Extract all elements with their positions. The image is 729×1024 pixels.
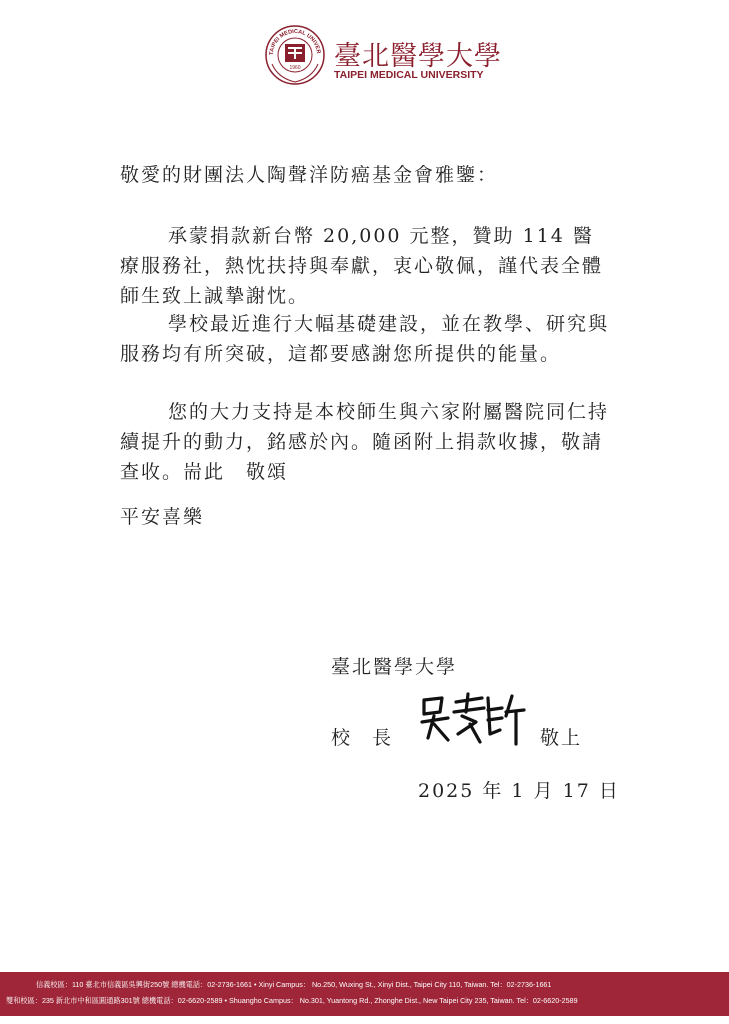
- footer-shuangho-campus: 雙和校區：235 新北市中和區圓通路301號 總機電話：02-6620-2589 • Shuangho Campus： No.301, Yuantong Rd., Zhonghe Dist., New Taipei City 235, Taiwan. Tel：02-6620-2589: [6, 996, 578, 1005]
- seal-text: TAIPEI MEDICAL UNIVER: [268, 28, 322, 56]
- respectful-closing: 敬上: [540, 727, 583, 749]
- university-name-cn: 臺北醫學大學: [334, 41, 502, 72]
- handwritten-signature: [418, 690, 528, 750]
- paragraph-3: 您的大力支持是本校師生與六家附屬醫院同仁持續提升的動力，銘感於內。隨函附上捐款收據，敬請查收。耑此 敬頌: [120, 401, 610, 483]
- sender-organization: 臺北醫學大學: [331, 656, 458, 678]
- paragraph-2: 學校最近進行大幅基礎建設，並在教學、研究與服務均有所突破，這都要感謝您所提供的能量。: [120, 313, 610, 365]
- paragraph-1: 承蒙捐款新台幣 20,000 元整，贊助 114 醫療服務社，熱忱扶持與奉獻，衷心敬佩，謹代表全體師生致上誠摯謝忱。: [120, 225, 604, 307]
- letter-date: 2025 年 1 月 17 日: [418, 780, 620, 802]
- footer-bar: [0, 972, 729, 1016]
- university-seal-icon: [264, 24, 326, 86]
- letterhead-logo: [264, 22, 502, 90]
- sender-title: 校長: [331, 727, 414, 749]
- closing-greeting: 平安喜樂: [120, 506, 205, 528]
- seal-year: 1960: [289, 65, 301, 71]
- footer-xinyi-campus: 信義校區：110 臺北市信義區吳興街250號 總機電話：02-2736-1661 • Xinyi Campus： No.250, Wuxing St., Xinyi Dist., Taipei City 110, Taiwan. Tel：02-2736-1661: [36, 980, 552, 989]
- salutation: 敬愛的財團法人陶聲洋防癌基金會雅鑒：: [120, 164, 499, 186]
- university-name-en: TAIPEI MEDICAL UNIVERSITY: [334, 69, 484, 81]
